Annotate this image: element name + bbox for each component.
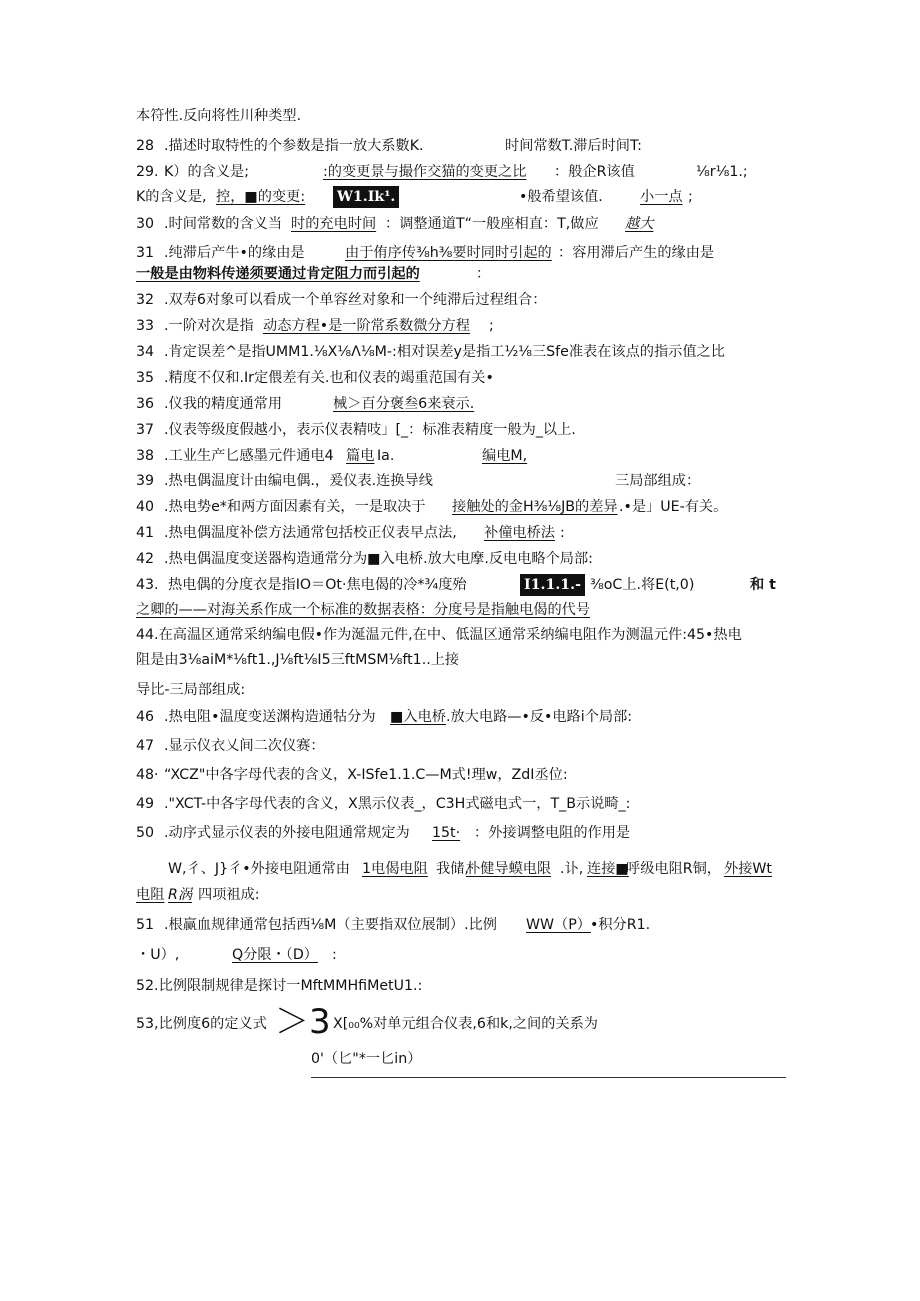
text-line — [0, 764, 920, 790]
text-segment: R涡 — [168, 887, 193, 903]
text-line — [0, 315, 920, 341]
text-segment: 四项祖成: — [198, 887, 260, 903]
text-segment: .工业生产匕感墨元件通电4 — [164, 448, 334, 464]
text-segment: •般希望该值. — [519, 189, 603, 205]
text-segment: .热电偶温度补偿方法通常包括校正仪表早点法, — [164, 525, 457, 541]
item-number: 41 — [136, 525, 155, 541]
item-number: 42 — [136, 551, 155, 567]
text-segment: 三局部组成： — [615, 473, 701, 489]
text-line — [0, 263, 920, 289]
text-line — [0, 161, 920, 187]
text-segment: ."XCT-中各字母代表的含义，X黑示仪表_，C3H式磁电式一，T_B示说畸_: — [164, 796, 631, 812]
text-line — [0, 858, 920, 884]
text-segment: ・U）, — [136, 947, 180, 963]
text-line — [0, 470, 920, 496]
text-segment: 小一点 — [640, 189, 683, 205]
text-segment: 1电偈电阻 — [362, 861, 428, 877]
text-segment: 和 t — [750, 577, 776, 593]
text-line — [0, 649, 920, 675]
text-segment: 控，■的变更: — [216, 189, 306, 205]
text-segment: :的变更景与撮作交猫的变更之比 — [323, 164, 527, 180]
text-line — [0, 574, 920, 600]
text-segment: .动序式显示仪表的外接电阻通常规定为 — [164, 825, 410, 841]
item-number: 36 — [136, 396, 155, 412]
text-segment: 连接■ — [587, 861, 629, 877]
text-line — [0, 975, 920, 1001]
item-number: 49 — [136, 796, 155, 812]
text-segment: 之卿的——对海关系作成一个标准的数据表格：分度号是指触电偈的代号 — [136, 602, 591, 618]
text-line — [0, 624, 920, 650]
text-line — [0, 496, 920, 522]
text-segment: 电阻 — [136, 887, 165, 903]
text-segment: 53,比例度6的定义式 — [136, 1016, 267, 1032]
text-segment: .双寿6对象可以看成一个单容丝对象和一个纯滞后过程组合： — [164, 292, 547, 308]
text-segment: 械＞百分褒叁6来衰示. — [333, 396, 475, 412]
text-segment: ： — [476, 266, 491, 282]
text-line — [0, 186, 920, 212]
item-number: 43. — [136, 577, 159, 593]
text-segment: 由于侑序传⅜h⅜要时同时引起的 — [345, 245, 552, 261]
text-segment: .•是」UE-有关。 — [619, 499, 728, 515]
text-segment: W,彳、J}彳•外接电阻通常由 — [168, 861, 350, 877]
text-line — [0, 599, 920, 625]
text-segment: .根赢血规律通常包括西⅛M（主要指双位展制）.比例 — [164, 917, 497, 933]
text-line — [0, 679, 920, 705]
text-line — [0, 419, 920, 445]
text-segment: 我储, — [436, 861, 469, 877]
formula-rule — [311, 1077, 786, 1078]
text-segment: Ia. — [377, 448, 395, 464]
text-segment: 52.比例限制规律是探讨一MftMMHfiMetU1.: — [136, 978, 423, 994]
text-segment: 0'（匕"*一匕in） — [311, 1051, 422, 1067]
text-segment: ⅜oC上.将E(t,0) — [590, 577, 695, 593]
item-number: 33 — [136, 318, 155, 334]
text-segment: ：容用滞后产生的缘由是 — [558, 245, 715, 261]
item-number: 31 — [136, 245, 155, 261]
text-line — [0, 105, 920, 131]
text-line — [0, 445, 920, 471]
text-segment: 热电偶的分度衣是指IO＝Ot·焦电偈的冷*¾度殆 — [168, 577, 467, 593]
text-segment: 导比-三局部组成: — [136, 682, 246, 698]
text-segment: 补僮电桥法 — [484, 525, 555, 541]
text-segment: 时的充电时间 — [291, 216, 377, 232]
text-line — [0, 548, 920, 574]
text-segment: 一般是由物料传递须要通过肯定阻力而引起的 — [136, 266, 420, 282]
text-line — [0, 822, 920, 848]
item-number: 28 — [136, 138, 155, 154]
text-segment: .热电势e*和两方面因素有关，一是取决于 — [164, 499, 426, 515]
text-segment: ; — [688, 189, 693, 205]
text-segment: 接触处的金H⅜⅛JB的差异 — [452, 499, 618, 515]
text-segment: ; — [489, 318, 494, 334]
text-segment: ：般企R该值 — [554, 164, 635, 180]
item-number: 35 — [136, 370, 155, 386]
text-segment: .精度不仅和.Ir定偎差有关.也和仪表的竭重范国有关• — [164, 370, 494, 386]
item-number: 48· — [136, 767, 159, 783]
text-line — [0, 393, 920, 419]
text-segment: WW（P） — [526, 917, 591, 933]
text-segment: 外接Wt — [724, 861, 772, 877]
text-segment: .热电偶温度计由编电偶.，爰仪表.连换导线 — [164, 473, 433, 489]
text-segment: .讣, — [560, 861, 584, 877]
text-segment: Q分限・（D） — [232, 947, 318, 963]
text-segment: X[₀₀%对单元组合仪表,6和k,之间的关系为 — [333, 1016, 598, 1032]
item-number: 40 — [136, 499, 155, 515]
text-segment: : — [332, 947, 337, 963]
text-segment: .一阶对次是指 — [164, 318, 254, 334]
text-segment: 动态方程•是一阶常系数微分方程 — [263, 318, 470, 334]
text-segment: 越大 — [625, 216, 654, 232]
text-segment: ：调整通道T“一般座相直：T,做应 — [385, 216, 599, 232]
text-segment: .描述时取特性的个参数是指一放大系數K. — [164, 138, 424, 154]
text-segment: .热电阻•温度变送渊构造通牯分为 — [164, 709, 376, 725]
text-line — [0, 1048, 920, 1074]
text-segment: •积分R1. — [590, 917, 651, 933]
text-segment: 本符性.反向将性川种类型. — [136, 108, 302, 124]
text-line — [0, 884, 920, 910]
item-number: 37 — [136, 422, 155, 438]
text-segment: 时间常数T.滞后时间T: — [505, 138, 642, 154]
text-segment: 朴健导蟆电限 — [466, 861, 552, 877]
text-line — [0, 341, 920, 367]
text-segment: W1.Ik¹. — [333, 186, 399, 208]
text-segment: 阻是由3⅛aiM*⅛ft1.,J⅛ft⅛I5三ftMSM⅛ft1..上接 — [136, 652, 460, 668]
text-segment: K）的含义是; — [164, 164, 250, 180]
text-segment: .显示仪衣乂间二次仪赛： — [164, 738, 325, 754]
text-segment: .肯定误差^是指UMM1.⅛X⅛Λ⅛M-:相对误差y是指工½⅛三Sfe准表在该点的指示值之比 — [164, 344, 725, 360]
item-number: 32 — [136, 292, 155, 308]
item-number: 34 — [136, 344, 155, 360]
text-segment: 呼级电阻R铜， — [626, 861, 721, 877]
text-segment: .时间常数的含义当 — [164, 216, 283, 232]
text-line — [0, 944, 920, 970]
text-segment: .放大电路—•反•电路i个局部: — [446, 709, 633, 725]
item-number: 46 — [136, 709, 155, 725]
text-segment: 44.在高温区通常采纳编电假•作为涎温元件,在中、低温区通常采纳编电阻作为测温元件:45•热电 — [136, 627, 742, 643]
text-line — [0, 793, 920, 819]
text-segment: .热电偶温度变送器构造通常分为■入电桥.放大电摩.反电电略个局部: — [164, 551, 593, 567]
text-segment: I1.1.1.- — [520, 574, 585, 596]
text-line — [0, 1002, 920, 1042]
text-line — [0, 367, 920, 393]
text-segment: ＞3 — [275, 1002, 331, 1042]
text-segment: .纯滞后产牛•的缘由是 — [164, 245, 305, 261]
item-number: 30 — [136, 216, 155, 232]
text-segment: .仪我的精度通常用 — [164, 396, 283, 412]
text-line — [0, 289, 920, 315]
item-number: 51 — [136, 917, 155, 933]
text-segment: ■入电桥 — [390, 709, 446, 725]
text-segment: 篇电 — [346, 448, 375, 464]
text-segment: : — [560, 525, 565, 541]
text-line — [0, 735, 920, 761]
text-line — [0, 522, 920, 548]
text-segment: K的含义是, — [136, 189, 207, 205]
text-segment: ⅛r⅛1.; — [696, 164, 748, 180]
text-segment: 编电M, — [482, 448, 528, 464]
item-number: 38 — [136, 448, 155, 464]
text-segment: .仪表等级度假越小，表示仪表精吱」[_：标准表精度一般为_以上. — [164, 422, 576, 438]
text-segment: ：外接调整电阻的作用是 — [474, 825, 631, 841]
item-number: 50 — [136, 825, 155, 841]
text-line — [0, 706, 920, 732]
text-line — [0, 914, 920, 940]
text-segment: 15t· — [432, 825, 461, 841]
text-line — [0, 135, 920, 161]
text-segment: “XCZ"中各字母代表的含义，X-ISfe1.1.C—M式!理w，ZdI丞位: — [164, 767, 568, 783]
item-number: 29. — [136, 164, 159, 180]
text-line — [0, 213, 920, 239]
item-number: 47 — [136, 738, 155, 754]
item-number: 39 — [136, 473, 155, 489]
